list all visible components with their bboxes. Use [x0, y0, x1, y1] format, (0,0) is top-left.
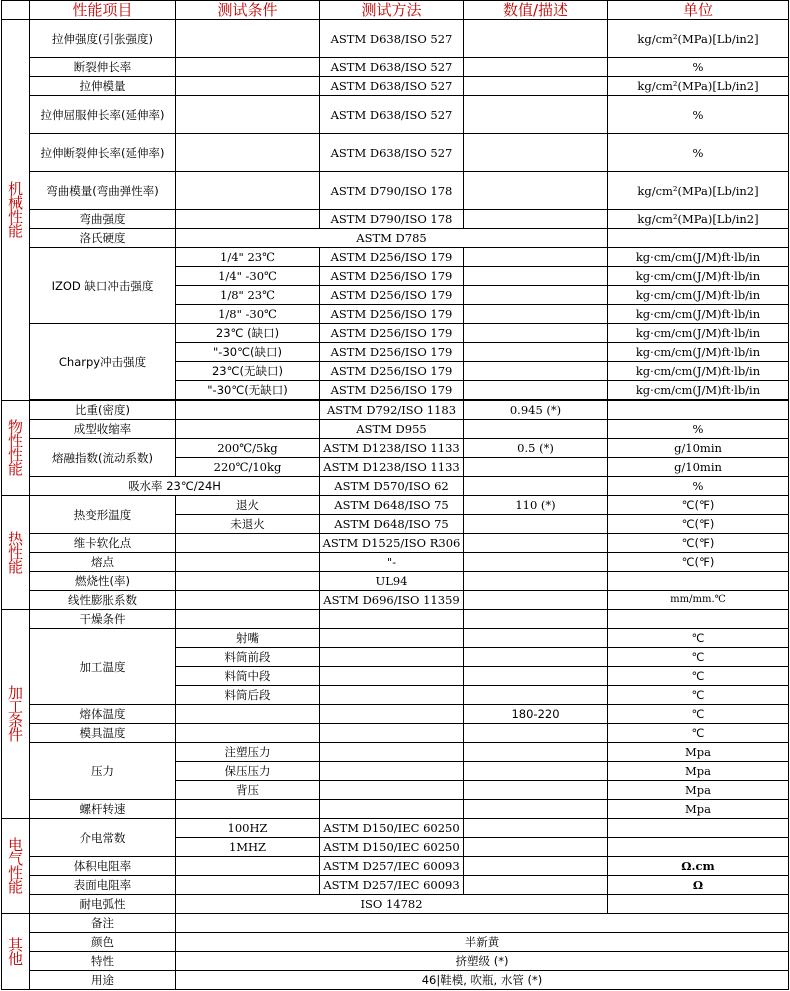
row-melt-temp: [2, 705, 789, 724]
condition-cell: [176, 591, 320, 610]
item-cell: 加工温度: [30, 629, 176, 705]
header-unit: 单位: [608, 1, 789, 20]
row-flex-modulus: [2, 172, 789, 210]
row-proc-temp-1: [2, 629, 789, 648]
method-cell: ASTM D638/ISO 527: [320, 96, 464, 134]
unit-cell: ℃: [608, 724, 789, 743]
method-cell: ASTM D570/ISO 62: [320, 477, 464, 496]
row-screw-speed: [2, 800, 789, 819]
condition-cell: 射嘴: [176, 629, 320, 648]
method-cell: ASTM D648/ISO 75: [320, 496, 464, 515]
row-elongation-break: [2, 58, 789, 77]
item-cell: 表面电阻率: [30, 876, 176, 895]
row-izod-1: [2, 248, 789, 267]
unit-cell: ℃(℉): [608, 496, 789, 515]
value-cell: [464, 724, 608, 743]
row-tensile-modulus: [2, 77, 789, 96]
unit-cell: %: [608, 134, 789, 172]
condition-cell: 保压压力: [176, 762, 320, 781]
value-cell: [464, 210, 608, 229]
row-pressure-1: [2, 743, 789, 762]
item-cell: 比重(密度): [30, 401, 176, 420]
row-melting-point: [2, 553, 789, 572]
condition-cell: [176, 172, 320, 210]
value-cell: [464, 686, 608, 705]
method-cell: ASTM D790/ISO 178: [320, 210, 464, 229]
unit-cell: g/10min: [608, 439, 789, 458]
condition-cell: [176, 77, 320, 96]
method-cell: [320, 705, 464, 724]
condition-cell: [176, 705, 320, 724]
condition-cell: [176, 724, 320, 743]
unit-cell: Mpa: [608, 781, 789, 800]
unit-cell: [608, 610, 789, 629]
method-cell: [320, 648, 464, 667]
value-cell: [464, 420, 608, 439]
value-cell: [464, 800, 608, 819]
category-electrical: 电气性能: [2, 819, 30, 914]
method-cell: ISO 14782: [176, 895, 608, 914]
method-cell: ASTM D696/ISO 11359: [320, 591, 464, 610]
value-cell: [464, 534, 608, 553]
unit-cell: %: [608, 58, 789, 77]
unit-cell: kg·cm/cm(J/M)ft·lb/in: [608, 248, 789, 267]
value-cell: [464, 876, 608, 895]
unit-cell: ℃: [608, 686, 789, 705]
item-cell: Charpy冲击强度: [30, 324, 176, 400]
unit-cell: kg·cm/cm(J/M)ft·lb/in: [608, 381, 789, 400]
item-cell: 拉伸屈服伸长率(延伸率): [30, 96, 176, 134]
method-cell: ASTM D1238/ISO 1133: [320, 458, 464, 477]
row-flex-strength: [2, 210, 789, 229]
method-cell: ASTM D150/IEC 60250: [320, 838, 464, 857]
item-cell: 线性膨胀系数: [30, 591, 176, 610]
condition-cell: [176, 572, 320, 591]
unit-cell: ℃(℉): [608, 534, 789, 553]
unit-cell: kg·cm/cm(J/M)ft·lb/in: [608, 286, 789, 305]
unit-cell: kg·cm/cm(J/M)ft·lb/in: [608, 305, 789, 324]
unit-cell: kg/cm²(MPa)[Lb/in2]: [608, 20, 789, 58]
condition-cell: 料筒中段: [176, 667, 320, 686]
condition-cell: "-30℃(缺口): [176, 343, 320, 362]
category-processing: 加工条件: [2, 610, 30, 819]
method-cell: ASTM D256/ISO 179: [320, 381, 464, 400]
method-cell: ASTM D256/ISO 179: [320, 267, 464, 286]
method-cell: ASTM D638/ISO 527: [320, 20, 464, 58]
item-cell: 断裂伸长率: [30, 58, 176, 77]
unit-cell: Ω: [608, 876, 789, 895]
value-cell: [464, 77, 608, 96]
condition-cell: [176, 876, 320, 895]
item-cell: 备注: [30, 914, 176, 933]
unit-cell: ℃(℉): [608, 515, 789, 534]
value-cell: [464, 20, 608, 58]
condition-cell: [176, 58, 320, 77]
item-cell: 螺杆转速: [30, 800, 176, 819]
value-cell: [464, 343, 608, 362]
condition-cell: 1/4" -30℃: [176, 267, 320, 286]
value-cell: [464, 172, 608, 210]
row-rockwell: [2, 229, 789, 248]
item-cell: 干燥条件: [30, 610, 176, 629]
condition-cell: 1/4" 23℃: [176, 248, 320, 267]
row-tensile-yield-elongation: [2, 96, 789, 134]
value-cell: [464, 819, 608, 838]
unit-cell: %: [608, 96, 789, 134]
unit-cell: ℃: [608, 667, 789, 686]
condition-cell: 1/8" -30℃: [176, 305, 320, 324]
value-cell: [464, 248, 608, 267]
condition-cell: 1MHZ: [176, 838, 320, 857]
condition-cell: [176, 610, 320, 629]
row-arc-resistance: [2, 895, 789, 914]
unit-cell: ℃: [608, 648, 789, 667]
unit-cell: [608, 838, 789, 857]
row-color: [2, 933, 789, 952]
method-cell: ASTM D638/ISO 527: [320, 134, 464, 172]
item-cell: 熔点: [30, 553, 176, 572]
condition-cell: 退火: [176, 496, 320, 515]
header-value: 数值/描述: [464, 1, 608, 20]
row-hdt-1: [2, 496, 789, 515]
value-cell: [464, 324, 608, 343]
method-cell: ASTM D955: [320, 420, 464, 439]
condition-cell: [176, 420, 320, 439]
category-thermal: 热性能: [2, 496, 30, 610]
value-cell: 46|鞋模, 吹瓶, 水管 (*): [176, 971, 789, 990]
condition-cell: [176, 401, 320, 420]
condition-cell: [176, 20, 320, 58]
item-cell: 维卡软化点: [30, 534, 176, 553]
condition-cell: [176, 210, 320, 229]
condition-cell: 背压: [176, 781, 320, 800]
method-cell: [320, 667, 464, 686]
method-cell: [320, 629, 464, 648]
row-vicat: [2, 534, 789, 553]
unit-cell: [608, 401, 789, 420]
category-physical: 物性性能: [2, 401, 30, 496]
row-flammability: [2, 572, 789, 591]
value-cell: [464, 610, 608, 629]
value-cell: [176, 914, 789, 933]
header-item: 性能项目: [30, 1, 176, 20]
row-surface-resistivity: [2, 876, 789, 895]
method-cell: [320, 800, 464, 819]
item-cell: 拉伸断裂伸长率(延伸率): [30, 134, 176, 172]
unit-cell: [608, 819, 789, 838]
item-cell: 颜色: [30, 933, 176, 952]
value-cell: 180-220: [464, 705, 608, 724]
row-charpy-1: [2, 324, 789, 343]
method-cell: [320, 610, 464, 629]
row-dielectric-1: [2, 819, 789, 838]
item-cell: 耐电弧性: [30, 895, 176, 914]
condition-cell: "-30℃(无缺口): [176, 381, 320, 400]
value-cell: 挤塑级 (*): [176, 952, 789, 971]
unit-cell: Mpa: [608, 743, 789, 762]
row-volume-resistivity: [2, 857, 789, 876]
method-cell: ASTM D256/ISO 179: [320, 343, 464, 362]
item-cell: 燃烧性(率): [30, 572, 176, 591]
item-cell: 成型收缩率: [30, 420, 176, 439]
method-cell: ASTM D150/IEC 60250: [320, 819, 464, 838]
value-cell: [464, 743, 608, 762]
method-cell: [320, 743, 464, 762]
condition-cell: 220℃/10kg: [176, 458, 320, 477]
unit-cell: [608, 572, 789, 591]
condition-cell: 23℃(无缺口): [176, 362, 320, 381]
row-cte: [2, 591, 789, 610]
method-cell: ASTM D785: [176, 229, 608, 248]
header-condition: 测试条件: [176, 1, 320, 20]
item-cell: 熔体温度: [30, 705, 176, 724]
method-cell: ASTM D1525/ISO R306: [320, 534, 464, 553]
item-cell: 压力: [30, 743, 176, 800]
condition-cell: 料筒后段: [176, 686, 320, 705]
value-cell: [464, 286, 608, 305]
condition-cell: 1/8" 23℃: [176, 286, 320, 305]
unit-cell: Mpa: [608, 800, 789, 819]
unit-cell: kg/cm²(MPa)[Lb/in2]: [608, 210, 789, 229]
header-row: [2, 1, 789, 20]
condition-cell: [176, 553, 320, 572]
value-cell: [464, 58, 608, 77]
value-cell: 110 (*): [464, 496, 608, 515]
condition-cell: [176, 800, 320, 819]
method-cell: [320, 762, 464, 781]
value-cell: [464, 267, 608, 286]
value-cell: [464, 458, 608, 477]
unit-cell: ℃: [608, 629, 789, 648]
item-cell: 拉伸强度(引张强度): [30, 20, 176, 58]
value-cell: [464, 362, 608, 381]
item-cell: 体积电阻率: [30, 857, 176, 876]
method-cell: ASTM D638/ISO 527: [320, 77, 464, 96]
value-cell: [464, 857, 608, 876]
row-mfi-1: [2, 439, 789, 458]
method-cell: [320, 781, 464, 800]
method-cell: ASTM D790/ISO 178: [320, 172, 464, 210]
method-cell: ASTM D256/ISO 179: [320, 248, 464, 267]
method-cell: ASTM D256/ISO 179: [320, 324, 464, 343]
method-cell: ASTM D256/ISO 179: [320, 305, 464, 324]
unit-cell: ℃(℉): [608, 553, 789, 572]
unit-cell: [608, 895, 789, 914]
condition-cell: 注塑压力: [176, 743, 320, 762]
value-cell: 半新黄: [176, 933, 789, 952]
unit-cell: [608, 229, 789, 248]
category-mechanical: 机械性能: [2, 20, 30, 401]
method-cell: ASTM D257/IEC 60093: [320, 857, 464, 876]
item-cell: 洛氏硬度: [30, 229, 176, 248]
method-cell: ASTM D257/IEC 60093: [320, 876, 464, 895]
condition-cell: [176, 857, 320, 876]
unit-cell: kg/cm²(MPa)[Lb/in2]: [608, 172, 789, 210]
row-water-absorption: [2, 477, 789, 496]
unit-cell: Ω.cm: [608, 857, 789, 876]
row-usage: [2, 971, 789, 990]
category-other: 其他: [2, 914, 30, 990]
unit-cell: %: [608, 420, 789, 439]
value-cell: [464, 477, 608, 496]
unit-cell: Mpa: [608, 762, 789, 781]
row-tensile-strength: [2, 20, 789, 58]
value-cell: [464, 629, 608, 648]
value-cell: [464, 553, 608, 572]
item-cell: 吸水率 23℃/24H: [30, 477, 320, 496]
item-cell: 熔融指数(流动系数): [30, 439, 176, 477]
method-cell: [320, 686, 464, 705]
method-cell: ASTM D648/ISO 75: [320, 515, 464, 534]
header-method: 测试方法: [320, 1, 464, 20]
unit-cell: kg·cm/cm(J/M)ft·lb/in: [608, 324, 789, 343]
condition-cell: [176, 96, 320, 134]
condition-cell: 料筒前段: [176, 648, 320, 667]
method-cell: [320, 724, 464, 743]
method-cell: ASTM D256/ISO 179: [320, 362, 464, 381]
value-cell: [464, 96, 608, 134]
value-cell: [464, 381, 608, 400]
method-cell: UL94: [320, 572, 464, 591]
row-tensile-break-elongation: [2, 134, 789, 172]
condition-cell: [176, 534, 320, 553]
method-cell: ASTM D256/ISO 179: [320, 286, 464, 305]
value-cell: [464, 838, 608, 857]
item-cell: 弯曲模量(弯曲弹性率): [30, 172, 176, 210]
method-cell: "-: [320, 553, 464, 572]
unit-cell: kg·cm/cm(J/M)ft·lb/in: [608, 362, 789, 381]
unit-cell: %: [608, 477, 789, 496]
item-cell: 模具温度: [30, 724, 176, 743]
value-cell: [464, 648, 608, 667]
unit-cell: g/10min: [608, 458, 789, 477]
value-cell: [464, 781, 608, 800]
item-cell: IZOD 缺口冲击强度: [30, 248, 176, 324]
item-cell: 特性: [30, 952, 176, 971]
row-feature: [2, 952, 789, 971]
unit-cell: kg/cm²(MPa)[Lb/in2]: [608, 77, 789, 96]
item-cell: 介电常数: [30, 819, 176, 857]
item-cell: 弯曲强度: [30, 210, 176, 229]
row-mold-temp: [2, 724, 789, 743]
unit-cell: kg·cm/cm(J/M)ft·lb/in: [608, 343, 789, 362]
unit-cell: kg·cm/cm(J/M)ft·lb/in: [608, 267, 789, 286]
row-remarks: [2, 914, 789, 933]
method-cell: ASTM D1238/ISO 1133: [320, 439, 464, 458]
condition-cell: 未退火: [176, 515, 320, 534]
value-cell: [464, 134, 608, 172]
value-cell: [464, 667, 608, 686]
unit-cell: mm/mm.℃: [608, 591, 789, 610]
condition-cell: 200℃/5kg: [176, 439, 320, 458]
value-cell: [464, 762, 608, 781]
value-cell: 0.945 (*): [464, 401, 608, 420]
method-cell: ASTM D638/ISO 527: [320, 58, 464, 77]
value-cell: 0.5 (*): [464, 439, 608, 458]
header-category: [2, 1, 30, 20]
row-shrinkage: [2, 420, 789, 439]
value-cell: [464, 572, 608, 591]
value-cell: [464, 591, 608, 610]
item-cell: 用途: [30, 971, 176, 990]
method-cell: ASTM D792/ISO 1183: [320, 401, 464, 420]
value-cell: [464, 515, 608, 534]
property-sheet: [1, 0, 789, 990]
unit-cell: ℃: [608, 705, 789, 724]
condition-cell: 100HZ: [176, 819, 320, 838]
row-specific-gravity: [2, 401, 789, 420]
item-cell: 拉伸模量: [30, 77, 176, 96]
value-cell: [464, 305, 608, 324]
item-cell: 热变形温度: [30, 496, 176, 534]
condition-cell: 23℃ (缺口): [176, 324, 320, 343]
condition-cell: [176, 134, 320, 172]
row-drying: [2, 610, 789, 629]
